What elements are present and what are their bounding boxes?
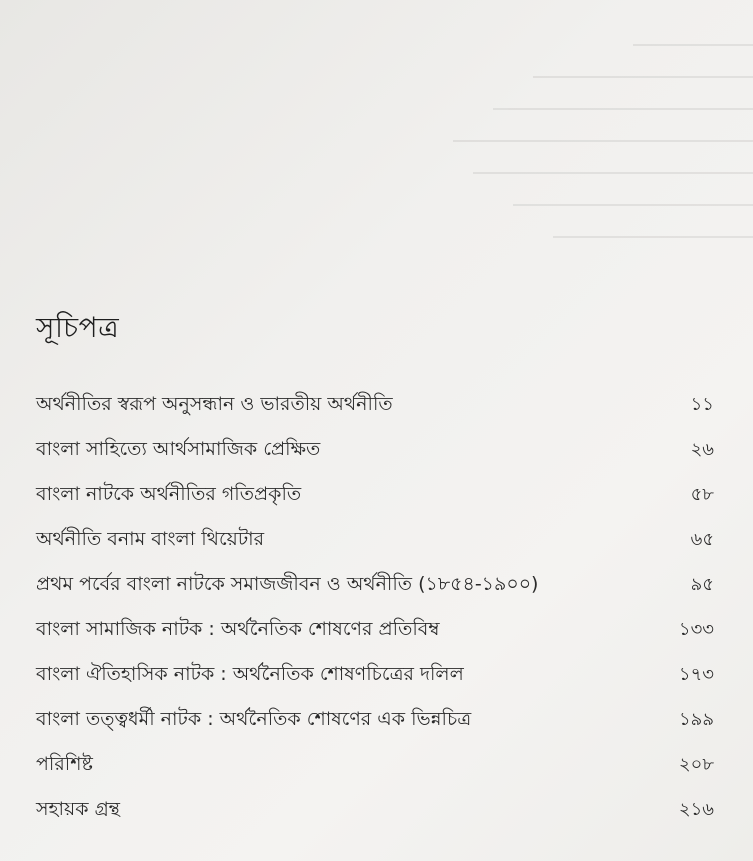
toc-entry-title: বাংলা ঐতিহাসিক নাটক : অর্থনৈতিক শোষণচিত্রের দলিল: [36, 663, 464, 685]
table-of-contents: [36, 382, 714, 832]
toc-entry-page: ১৯৯: [678, 709, 714, 730]
toc-entry-page: ১৩৩: [678, 619, 714, 640]
toc-entry-title: প্রথম পর্বের বাংলা নাটকে সমাজজীবন ও অর্থনীতি (১৮৫৪-১৯০০): [36, 573, 539, 595]
toc-entry-title: বাংলা নাটকে অর্থনীতির গতিপ্রকৃতি: [36, 483, 302, 505]
toc-entry-title: সহায়ক গ্রন্থ: [36, 798, 121, 820]
toc-entry[interactable]: [36, 472, 714, 517]
toc-entry-page: ৫৮: [690, 484, 714, 505]
page-title: সূচিপত্র: [36, 311, 120, 344]
toc-entry[interactable]: [36, 742, 714, 787]
toc-entry[interactable]: [36, 787, 714, 832]
toc-entry[interactable]: [36, 517, 714, 562]
toc-entry[interactable]: [36, 652, 714, 697]
toc-entry-page: ২০৮: [678, 754, 714, 775]
toc-entry[interactable]: [36, 697, 714, 742]
toc-entry[interactable]: [36, 607, 714, 652]
toc-entry-page: ১১: [690, 394, 714, 415]
toc-entry-title: বাংলা সাহিত্যে আর্থসামাজিক প্রেক্ষিত: [36, 438, 321, 460]
toc-entry[interactable]: [36, 427, 714, 472]
toc-entry[interactable]: [36, 562, 714, 607]
toc-entry-page: ২১৬: [678, 799, 714, 820]
toc-entry-title: অর্থনীতি বনাম বাংলা থিয়েটার: [36, 528, 265, 550]
toc-entry-page: ২৬: [690, 439, 714, 460]
toc-entry-title: অর্থনীতির স্বরূপ অনুসন্ধান ও ভারতীয় অর্থনীতি: [36, 393, 393, 415]
toc-entry-page: ৬৫: [690, 529, 714, 550]
toc-entry-title: পরিশিষ্ট: [36, 753, 93, 775]
toc-entry-page: ১৭৩: [678, 664, 714, 685]
toc-entry-page: ৯৫: [690, 574, 714, 595]
toc-entry-title: বাংলা সামাজিক নাটক : অর্থনৈতিক শোষণের প্রতিবিম্ব: [36, 618, 440, 640]
toc-entry[interactable]: [36, 382, 714, 427]
toc-entry-title: বাংলা তত্ত্বধর্মী নাটক : অর্থনৈতিক শোষণের এক ভিন্নচিত্র: [36, 708, 472, 730]
